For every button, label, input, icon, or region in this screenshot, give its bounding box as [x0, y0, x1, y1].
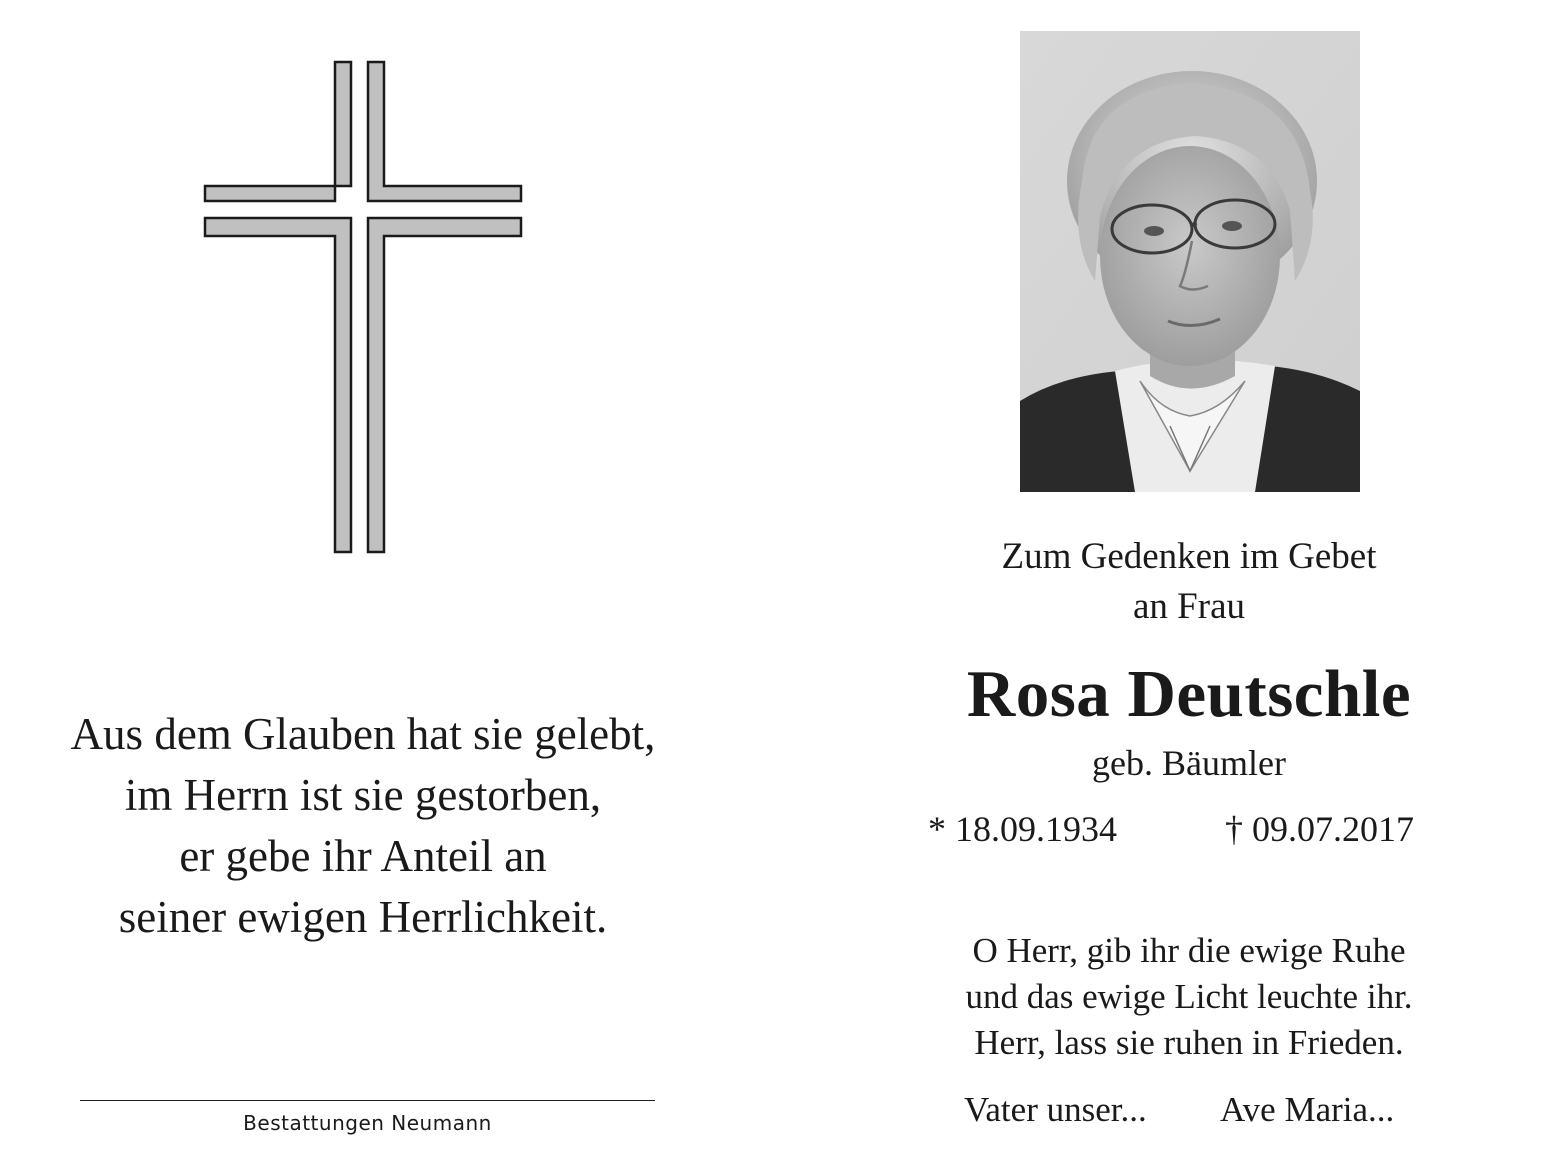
- left-panel: [0, 0, 740, 1151]
- prayer-line: O Herr, gib ihr die ewige Ruhe: [972, 931, 1406, 970]
- ave-maria-label: Ave Maria...: [1220, 1090, 1395, 1129]
- cross-lower-left-quadrant: [205, 218, 351, 552]
- cross-icon: [200, 58, 526, 556]
- cross-upper-right-quadrant: [368, 62, 521, 201]
- prayer-line: Herr, lass sie ruhen in Frieden.: [974, 1023, 1404, 1062]
- intro-line: Zum Gedenken im Gebet: [1001, 536, 1377, 577]
- portrait-photo: [1020, 31, 1360, 492]
- birth-date: * 18.09.1934: [928, 809, 1117, 849]
- maiden-name: geb. Bäumler: [1092, 743, 1286, 783]
- right-panel: [830, 0, 1548, 1151]
- cross-upper-left-quadrant: [205, 62, 351, 201]
- eternal-rest-prayer: [830, 928, 1548, 1066]
- portrait-illustration: [1020, 31, 1360, 492]
- double-cross-svg: [200, 58, 526, 556]
- vater-unser-label: Vater unser...: [964, 1090, 1147, 1129]
- footer-divider: [80, 1100, 655, 1101]
- deceased-name: Rosa Deutschle: [966, 657, 1412, 731]
- cross-lower-right-quadrant: [368, 218, 521, 552]
- undertaker-name: Bestattungen Neumann: [243, 1111, 492, 1135]
- intro-line: an Frau: [1133, 586, 1245, 627]
- verse-line: er gebe ihr Anteil an: [179, 831, 547, 881]
- verse-line: seiner ewigen Herrlichkeit.: [118, 892, 608, 942]
- verse-line: Aus dem Glauben hat sie gelebt,: [70, 709, 656, 759]
- death-date: † 09.07.2017: [1225, 809, 1414, 849]
- verse-line: im Herrn ist sie gestorben,: [124, 770, 602, 820]
- faith-verse: [0, 704, 726, 948]
- prayer-line: und das ewige Licht leuchte ihr.: [965, 977, 1413, 1016]
- memorial-intro: [830, 532, 1548, 632]
